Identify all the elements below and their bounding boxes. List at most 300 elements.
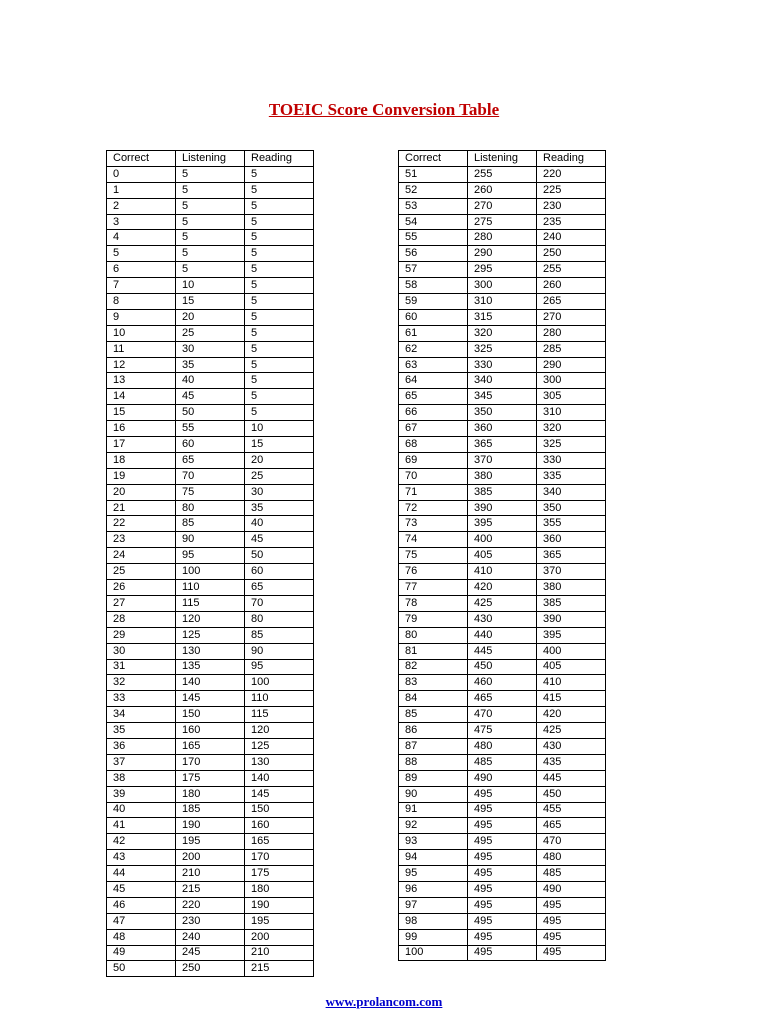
cell-listening: 485 (468, 754, 537, 770)
cell-correct: 58 (399, 278, 468, 294)
cell-correct: 26 (107, 580, 176, 596)
cell-reading: 115 (245, 707, 314, 723)
cell-reading: 310 (537, 405, 606, 421)
table-row (399, 802, 606, 818)
cell-listening: 260 (468, 182, 537, 198)
cell-correct: 10 (107, 325, 176, 341)
cell-correct: 98 (399, 913, 468, 929)
table-row (399, 707, 606, 723)
cell-listening: 495 (468, 866, 537, 882)
cell-reading: 85 (245, 627, 314, 643)
header-correct: Correct (107, 151, 176, 167)
table-row (399, 389, 606, 405)
cell-correct: 0 (107, 166, 176, 182)
cell-correct: 40 (107, 802, 176, 818)
cell-correct: 68 (399, 437, 468, 453)
cell-reading: 170 (245, 850, 314, 866)
cell-correct: 41 (107, 818, 176, 834)
cell-reading: 165 (245, 834, 314, 850)
cell-listening: 140 (176, 675, 245, 691)
cell-correct: 39 (107, 786, 176, 802)
table-row (107, 532, 314, 548)
cell-correct: 94 (399, 850, 468, 866)
table-row (107, 246, 314, 262)
page-title: TOEIC Score Conversion Table (268, 100, 500, 119)
table-row (399, 643, 606, 659)
cell-correct: 15 (107, 405, 176, 421)
cell-listening: 460 (468, 675, 537, 691)
cell-listening: 220 (176, 897, 245, 913)
cell-listening: 185 (176, 802, 245, 818)
cell-listening: 25 (176, 325, 245, 341)
cell-reading: 240 (537, 230, 606, 246)
cell-listening: 250 (176, 961, 245, 977)
cell-correct: 7 (107, 278, 176, 294)
cell-reading: 445 (537, 770, 606, 786)
cell-correct: 97 (399, 897, 468, 913)
table-header-row (399, 151, 606, 167)
table-row (107, 738, 314, 754)
cell-listening: 95 (176, 548, 245, 564)
table-row (399, 548, 606, 564)
cell-correct: 38 (107, 770, 176, 786)
cell-listening: 60 (176, 437, 245, 453)
cell-reading: 215 (245, 961, 314, 977)
cell-listening: 425 (468, 595, 537, 611)
cell-reading: 380 (537, 580, 606, 596)
table-row (399, 659, 606, 675)
cell-listening: 295 (468, 262, 537, 278)
cell-listening: 5 (176, 198, 245, 214)
cell-listening: 45 (176, 389, 245, 405)
cell-reading: 50 (245, 548, 314, 564)
cell-correct: 5 (107, 246, 176, 262)
table-row (107, 802, 314, 818)
cell-reading: 5 (245, 405, 314, 421)
table-row (399, 182, 606, 198)
cell-listening: 215 (176, 881, 245, 897)
table-row (107, 643, 314, 659)
cell-reading: 220 (537, 166, 606, 182)
cell-reading: 10 (245, 421, 314, 437)
cell-reading: 325 (537, 437, 606, 453)
cell-reading: 160 (245, 818, 314, 834)
cell-correct: 37 (107, 754, 176, 770)
cell-listening: 430 (468, 611, 537, 627)
table-row (399, 309, 606, 325)
table-row (107, 897, 314, 913)
table-row (107, 834, 314, 850)
table-row (399, 580, 606, 596)
cell-listening: 385 (468, 484, 537, 500)
score-table-right (398, 150, 606, 961)
cell-correct: 70 (399, 468, 468, 484)
table-row (107, 516, 314, 532)
cell-reading: 465 (537, 818, 606, 834)
cell-reading: 230 (537, 198, 606, 214)
table-row (107, 723, 314, 739)
table-row (399, 246, 606, 262)
table-row (399, 294, 606, 310)
cell-reading: 390 (537, 611, 606, 627)
cell-correct: 61 (399, 325, 468, 341)
cell-reading: 65 (245, 580, 314, 596)
cell-reading: 430 (537, 738, 606, 754)
table-row (107, 230, 314, 246)
cell-listening: 320 (468, 325, 537, 341)
cell-listening: 325 (468, 341, 537, 357)
table-row (107, 580, 314, 596)
cell-listening: 495 (468, 802, 537, 818)
cell-reading: 415 (537, 691, 606, 707)
cell-reading: 5 (245, 198, 314, 214)
cell-correct: 12 (107, 357, 176, 373)
cell-listening: 90 (176, 532, 245, 548)
cell-listening: 495 (468, 945, 537, 961)
cell-listening: 330 (468, 357, 537, 373)
cell-correct: 1 (107, 182, 176, 198)
cell-correct: 47 (107, 913, 176, 929)
cell-correct: 6 (107, 262, 176, 278)
cell-reading: 280 (537, 325, 606, 341)
cell-correct: 100 (399, 945, 468, 961)
cell-reading: 285 (537, 341, 606, 357)
cell-correct: 64 (399, 373, 468, 389)
cell-correct: 27 (107, 595, 176, 611)
cell-correct: 52 (399, 182, 468, 198)
cell-listening: 55 (176, 421, 245, 437)
cell-correct: 80 (399, 627, 468, 643)
table-row (107, 913, 314, 929)
cell-reading: 370 (537, 564, 606, 580)
cell-listening: 5 (176, 182, 245, 198)
cell-correct: 42 (107, 834, 176, 850)
table-row (107, 707, 314, 723)
cell-listening: 380 (468, 468, 537, 484)
table-row (399, 166, 606, 182)
cell-listening: 120 (176, 611, 245, 627)
cell-listening: 495 (468, 881, 537, 897)
table-row (399, 818, 606, 834)
cell-listening: 5 (176, 230, 245, 246)
score-table-left (106, 150, 314, 977)
cell-reading: 110 (245, 691, 314, 707)
table-header-row (107, 151, 314, 167)
cell-reading: 195 (245, 913, 314, 929)
cell-reading: 495 (537, 913, 606, 929)
cell-reading: 405 (537, 659, 606, 675)
table-row (399, 627, 606, 643)
table-row (399, 437, 606, 453)
cell-listening: 310 (468, 294, 537, 310)
table-row (107, 659, 314, 675)
cell-listening: 165 (176, 738, 245, 754)
cell-correct: 17 (107, 437, 176, 453)
cell-reading: 480 (537, 850, 606, 866)
cell-correct: 21 (107, 500, 176, 516)
cell-listening: 100 (176, 564, 245, 580)
table-row (399, 341, 606, 357)
cell-reading: 5 (245, 294, 314, 310)
cell-correct: 49 (107, 945, 176, 961)
cell-reading: 470 (537, 834, 606, 850)
cell-listening: 490 (468, 770, 537, 786)
table-row (399, 754, 606, 770)
cell-reading: 400 (537, 643, 606, 659)
cell-reading: 60 (245, 564, 314, 580)
table-row (107, 754, 314, 770)
cell-reading: 95 (245, 659, 314, 675)
cell-correct: 93 (399, 834, 468, 850)
cell-listening: 255 (468, 166, 537, 182)
table-row (107, 564, 314, 580)
cell-listening: 450 (468, 659, 537, 675)
cell-correct: 60 (399, 309, 468, 325)
table-row (399, 611, 606, 627)
cell-listening: 195 (176, 834, 245, 850)
cell-listening: 130 (176, 643, 245, 659)
cell-reading: 320 (537, 421, 606, 437)
table-row (399, 770, 606, 786)
table-row (107, 373, 314, 389)
cell-listening: 400 (468, 532, 537, 548)
table-row (399, 595, 606, 611)
cell-correct: 36 (107, 738, 176, 754)
cell-reading: 330 (537, 452, 606, 468)
table-row (107, 214, 314, 230)
cell-reading: 145 (245, 786, 314, 802)
cell-listening: 50 (176, 405, 245, 421)
cell-listening: 405 (468, 548, 537, 564)
cell-listening: 75 (176, 484, 245, 500)
cell-reading: 395 (537, 627, 606, 643)
cell-listening: 475 (468, 723, 537, 739)
table-row (399, 452, 606, 468)
cell-correct: 55 (399, 230, 468, 246)
table-row (399, 834, 606, 850)
cell-reading: 225 (537, 182, 606, 198)
table-row (399, 881, 606, 897)
cell-correct: 23 (107, 532, 176, 548)
cell-listening: 495 (468, 818, 537, 834)
cell-reading: 80 (245, 611, 314, 627)
table-row (107, 691, 314, 707)
cell-reading: 490 (537, 881, 606, 897)
table-row (399, 866, 606, 882)
table-row (399, 325, 606, 341)
cell-listening: 65 (176, 452, 245, 468)
cell-reading: 5 (245, 182, 314, 198)
cell-reading: 250 (537, 246, 606, 262)
table-row (107, 945, 314, 961)
cell-listening: 170 (176, 754, 245, 770)
table-row (107, 929, 314, 945)
cell-correct: 30 (107, 643, 176, 659)
cell-reading: 360 (537, 532, 606, 548)
cell-reading: 5 (245, 389, 314, 405)
cell-listening: 150 (176, 707, 245, 723)
cell-reading: 495 (537, 929, 606, 945)
cell-reading: 30 (245, 484, 314, 500)
cell-reading: 100 (245, 675, 314, 691)
cell-reading: 5 (245, 246, 314, 262)
cell-correct: 51 (399, 166, 468, 182)
table-row (107, 421, 314, 437)
cell-listening: 300 (468, 278, 537, 294)
cell-correct: 33 (107, 691, 176, 707)
cell-listening: 465 (468, 691, 537, 707)
cell-reading: 410 (537, 675, 606, 691)
cell-correct: 16 (107, 421, 176, 437)
cell-correct: 9 (107, 309, 176, 325)
cell-reading: 305 (537, 389, 606, 405)
cell-listening: 240 (176, 929, 245, 945)
website-link[interactable]: www.prolancom.com (325, 994, 443, 1009)
cell-reading: 355 (537, 516, 606, 532)
table-row (399, 373, 606, 389)
cell-reading: 200 (245, 929, 314, 945)
cell-reading: 300 (537, 373, 606, 389)
table-row (399, 532, 606, 548)
cell-correct: 79 (399, 611, 468, 627)
cell-listening: 495 (468, 786, 537, 802)
cell-listening: 190 (176, 818, 245, 834)
cell-reading: 385 (537, 595, 606, 611)
cell-reading: 350 (537, 500, 606, 516)
cell-reading: 340 (537, 484, 606, 500)
cell-listening: 160 (176, 723, 245, 739)
cell-correct: 19 (107, 468, 176, 484)
cell-correct: 54 (399, 214, 468, 230)
table-row (399, 929, 606, 945)
cell-reading: 365 (537, 548, 606, 564)
cell-listening: 230 (176, 913, 245, 929)
cell-listening: 5 (176, 166, 245, 182)
cell-listening: 495 (468, 850, 537, 866)
cell-listening: 145 (176, 691, 245, 707)
cell-listening: 210 (176, 866, 245, 882)
cell-listening: 125 (176, 627, 245, 643)
cell-correct: 3 (107, 214, 176, 230)
cell-correct: 92 (399, 818, 468, 834)
cell-reading: 270 (537, 309, 606, 325)
cell-correct: 18 (107, 452, 176, 468)
cell-listening: 365 (468, 437, 537, 453)
cell-correct: 43 (107, 850, 176, 866)
cell-reading: 40 (245, 516, 314, 532)
cell-listening: 340 (468, 373, 537, 389)
table-row (107, 627, 314, 643)
cell-reading: 5 (245, 166, 314, 182)
cell-correct: 2 (107, 198, 176, 214)
cell-listening: 360 (468, 421, 537, 437)
table-row (107, 675, 314, 691)
table-row (107, 437, 314, 453)
table-row (107, 294, 314, 310)
cell-listening: 15 (176, 294, 245, 310)
cell-listening: 270 (468, 198, 537, 214)
table-row (399, 945, 606, 961)
table-row (399, 262, 606, 278)
cell-correct: 69 (399, 452, 468, 468)
table-row (399, 214, 606, 230)
cell-correct: 8 (107, 294, 176, 310)
table-row (399, 230, 606, 246)
table-row (399, 357, 606, 373)
cell-listening: 30 (176, 341, 245, 357)
table-row (399, 516, 606, 532)
cell-listening: 470 (468, 707, 537, 723)
cell-correct: 82 (399, 659, 468, 675)
cell-listening: 110 (176, 580, 245, 596)
cell-listening: 5 (176, 262, 245, 278)
table-row (399, 897, 606, 913)
cell-listening: 200 (176, 850, 245, 866)
table-row (399, 564, 606, 580)
cell-correct: 73 (399, 516, 468, 532)
table-row (107, 961, 314, 977)
cell-correct: 56 (399, 246, 468, 262)
table-row (107, 818, 314, 834)
cell-correct: 35 (107, 723, 176, 739)
table-row (399, 278, 606, 294)
cell-correct: 14 (107, 389, 176, 405)
cell-reading: 5 (245, 341, 314, 357)
cell-reading: 335 (537, 468, 606, 484)
table-row (399, 738, 606, 754)
table-row (107, 166, 314, 182)
cell-correct: 4 (107, 230, 176, 246)
cell-listening: 410 (468, 564, 537, 580)
cell-reading: 90 (245, 643, 314, 659)
cell-correct: 71 (399, 484, 468, 500)
cell-correct: 67 (399, 421, 468, 437)
table-row (399, 468, 606, 484)
cell-correct: 11 (107, 341, 176, 357)
cell-reading: 5 (245, 325, 314, 341)
table-row (399, 850, 606, 866)
cell-correct: 59 (399, 294, 468, 310)
cell-correct: 53 (399, 198, 468, 214)
cell-reading: 235 (537, 214, 606, 230)
cell-listening: 85 (176, 516, 245, 532)
cell-reading: 260 (537, 278, 606, 294)
table-row (399, 500, 606, 516)
cell-listening: 5 (176, 246, 245, 262)
cell-correct: 85 (399, 707, 468, 723)
table-row (399, 786, 606, 802)
cell-correct: 84 (399, 691, 468, 707)
cell-reading: 435 (537, 754, 606, 770)
cell-reading: 175 (245, 866, 314, 882)
cell-reading: 125 (245, 738, 314, 754)
table-row (107, 325, 314, 341)
cell-listening: 135 (176, 659, 245, 675)
table-row (107, 389, 314, 405)
cell-correct: 66 (399, 405, 468, 421)
table-row (107, 786, 314, 802)
cell-listening: 345 (468, 389, 537, 405)
table-row (107, 468, 314, 484)
cell-listening: 275 (468, 214, 537, 230)
cell-listening: 495 (468, 929, 537, 945)
cell-listening: 40 (176, 373, 245, 389)
header-correct: Correct (399, 151, 468, 167)
table-row (399, 913, 606, 929)
cell-listening: 10 (176, 278, 245, 294)
cell-reading: 120 (245, 723, 314, 739)
header-listening: Listening (468, 151, 537, 167)
